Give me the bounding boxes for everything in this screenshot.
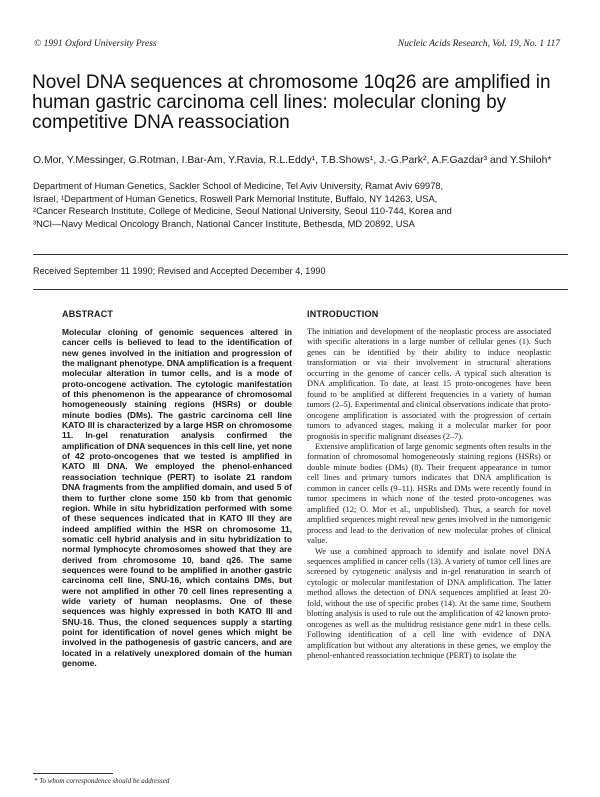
running-header-left: © 1991 Oxford University Press: [34, 39, 157, 49]
introduction-heading: INTRODUCTION: [307, 309, 379, 319]
introduction-paragraph: The initiation and development of the neoplastic process are associated with specific alterations in a large number of cellular genes (1). Such genes can be identified by their ability to induce neoplastic transformation or via their involvement in structural alterations occurring in the genome of cancer cells. A typical such alteration is DNA amplification. To date, at least 15 proto-oncogenes have been found to be amplified at different frequencies in a variety of human tumors (2–5). Experimental and clinical observations indicate that proto-oncogene amplification is associated with the progression of certain tumors to advanced stages, making it a molecular marker for poor prognosis in specific malignant diseases (2–7).: [307, 327, 551, 441]
affiliations: [33, 180, 568, 230]
introduction-paragraph: We use a combined approach to identify and isolate novel DNA sequences amplified in cancer cells (13). A variety of tumor cell lines are screened by cytogenetic analysis and in-gel renaturation in search of cytologic or molecular manifestation of DNA amplification. The latter method allows the detection of DNA sequences amplified at least 20-fold, without the use of specific probes (14). At the same time, Southern blotting analysis is used to rule out the amplification of 42 known proto-oncogenes as well as the multidrug resistance gene mdr1 in these cells. Following identification of a cell line with evidence of DNA amplification but without any alterations in these genes, we employ the phenol-enhanced reassociation technique (PERT) to isolate the: [307, 546, 551, 661]
correspondence-footnote: * To whom correspondence should be addressed: [34, 777, 170, 785]
introduction-body: [307, 327, 551, 662]
author-list: O.Mor, Y.Messinger, G.Rotman, I.Bar-Am, Y.Ravia, R.L.Eddy¹, T.B.Shows¹, J.-G.Park², A.F.Gazdar³ and Y.Shiloh*: [33, 155, 552, 166]
received-dates: Received September 11 1990; Revised and Accepted December 4, 1990: [33, 266, 326, 276]
footnote-rule: [33, 773, 113, 774]
introduction-paragraph: Extensive amplification of large genomic segments often results in the formation of chromosomal homogeneously staining regions (HSRs) or double minute bodies (DMs) (8). Their frequent appearance in tumor cell lines and primary tumors indicates that DNA amplification is common in cancer cells (9–11). HSRs and DMs were recently found in tumor specimens in which none of the tested proto-oncogenes was amplified (12; O. Mor et al., unpublished). Thus, a search for novel amplified sequences might reveal new genes involved in the tumorigenic process and lead to the derivation of new molecular probes of clinical value.: [307, 441, 551, 546]
affiliation-line: Department of Human Genetics, Sackler School of Medicine, Tel Aviv University, Ramat Aviv 69978,: [33, 181, 444, 191]
affiliation-line: ²Cancer Research Institute, College of Medicine, Seoul National University, Seoul 110-744, Korea and: [33, 206, 452, 217]
running-header-right: Nucleic Acids Research, Vol. 19, No. 1 117: [397, 39, 560, 49]
affiliation-line: ³NCI—Navy Medical Oncology Branch, National Cancer Institute, Bethesda, MD 20892, USA: [33, 218, 415, 229]
affiliation-line: Israel, ¹Department of Human Genetics, Roswell Park Memorial Institute, Buffalo, NY 14263, USA,: [33, 193, 438, 204]
abstract-text: Molecular cloning of genomic sequences altered in cancer cells is believed to lead to the identification of new genes involved in the initiation and progression of the malignant phenotype. DNA amplification is a frequent molecular alteration in tumor cells, and is a mode of proto-oncogene activation. The cytologic manifestation of this phenomenon is the appearance of chromosomal homogeneously staining regions (HSRs) or double minute bodies (DMs). The gastric carcinoma cell line KATO III is characterized by a large HSR on chromosome 11. In-gel renaturation analysis confirmed the amplification of DNA sequences in this cell line, yet none of 42 proto-oncogenes that we tested is amplified in KATO III DNA. We employed the phenol-enhanced reassociation technique (PERT) to isolate 21 random DNA fragments from the amplified domain, and used 5 of them to further clone some 150 kb from that genomic region. While in situ hybridization performed with some of these sequences indicated that in KATO III they are indeed amplified within the HSR on chromosome 11, somatic cell hybrid analysis and in situ hybridization to normal lymphocyte chromosomes showed that they are derived from chromosome 10, band q26. The same sequences were found to be amplified in another gastric carcinoma cell line, SNU-16, which contains DMs, but were not amplified in other 70 cell lines representing a wide variety of human neoplasms. One of these sequences was highly expressed in both KATO III and SNU-16. Thus, the cloned sequences supply a starting point for identification of novel genes which might be involved in the pathogenesis of gastric cancers, and are located in a relatively unexplored domain of the human genome.: [62, 327, 292, 668]
divider-rule: [33, 254, 568, 255]
abstract-heading: ABSTRACT: [62, 309, 114, 319]
divider-rule: [33, 289, 568, 290]
article-title: Novel DNA sequences at chromosome 10q26 are amplified in human gastric carcinoma cell lines: molecular cloning by competitive DNA reassociation: [32, 72, 551, 133]
